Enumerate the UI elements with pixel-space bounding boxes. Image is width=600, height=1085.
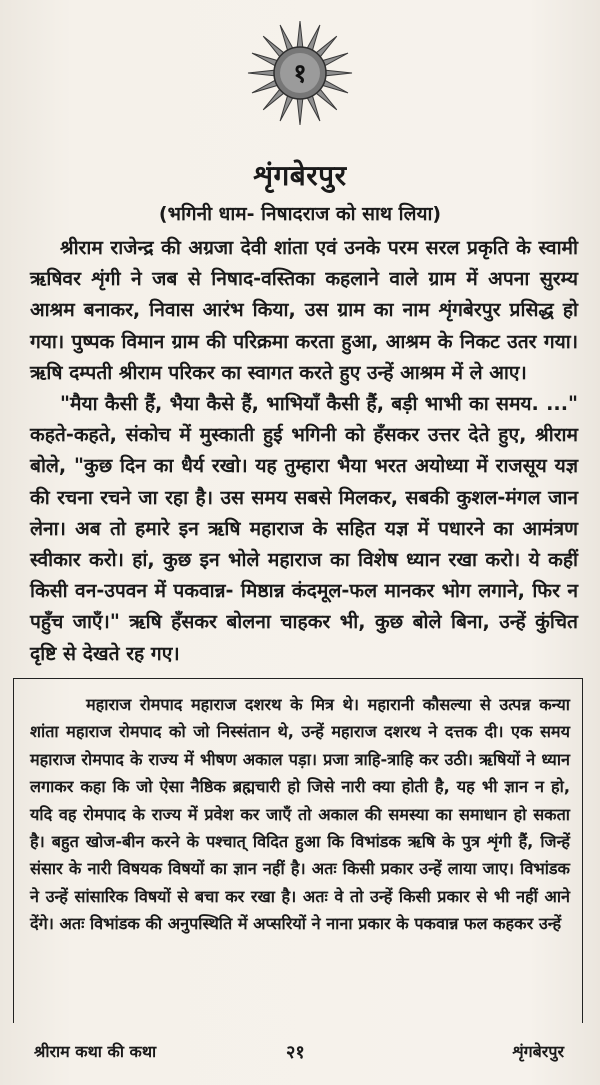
footer-book-title: श्रीराम कथा की कथा	[34, 1042, 157, 1061]
chapter-number: १	[293, 59, 307, 89]
sun-ray	[248, 70, 274, 76]
sun-ray	[263, 36, 284, 57]
paragraph-1: श्रीराम राजेन्द्र की अग्रजा देवी शांता एवं उनके परम सरल प्रकृति के स्वामी ऋषिवर शृंगी ने जब से निषाद-वस्तिका कहलाने वाले ग्राम में अपना सुरम्य आश्रम बनाकर, निवास आरंभ किया, उस ग्राम का नाम शृंगबेरपुर प्रसिद्ध हो गया। पुष्पक विमान ग्राम की परिक्रमा करता हुआ, आश्रम के निकट उतर गया। ऋषि दम्पती श्रीराम परिकर का स्वागत करते हुए उन्हें आश्रम में ले आए।	[30, 236, 578, 384]
sun-ray	[280, 96, 293, 121]
page-number: २१	[286, 1042, 305, 1063]
note-box	[13, 678, 583, 1023]
sun-ray	[297, 99, 303, 125]
sun-ray	[263, 89, 284, 110]
sun-ray	[323, 53, 348, 66]
sun-ray	[297, 21, 303, 47]
footer-chapter-title: शृंगबेरपुर	[512, 1042, 564, 1061]
sun-ray	[307, 96, 320, 121]
paragraph-2: "मैया कैसी हैं, भैया कैसे हैं, भाभियाँ कैसी हैं, बड़ी भाभी का समय. ..." कहते-कहते, संकोच में मुस्काती हुई भगिनी को हँसकर उत्तर देते हुए, श्रीराम बोले, "कुछ दिन का धैर्य रखो। यह तुम्हारा भैया भरत अयोध्या में राजसूय यज्ञ की रचना रचने जा रहा है। उस समय सबसे मिलकर, सबकी कुशल-मंगल जान लेना। अब तो हमारे इन ऋषि महाराज के सहित यज्ञ में पधारने का आमंत्रण स्वीकार करो। हां, कुछ इन भोले महाराज का विशेष ध्यान रखा करो। ये कहीं किसी वन-उपवन में पकवान्न- मिष्ठान्न कंदमूल-फल मानकर भोग लगाने, फिर न पहुँच जाएँ।" ऋषि हँसकर बोलना चाहकर भी, कुछ बोले बिना, उन्हें कुंचित दृष्टि से देखते रह गए।	[30, 392, 578, 665]
sun-emblem-icon	[245, 18, 355, 128]
sun-ray	[252, 53, 277, 66]
chapter-title: शृंगबेरपुर	[253, 159, 347, 192]
sun-ray	[252, 80, 277, 93]
main-text	[30, 232, 578, 669]
note-box-text: महाराज रोमपाद महाराज दशरथ के मित्र थे। महारानी कौसल्या से उत्पन्न कन्या शांता महाराज रोमपाद को जो निस्संतान थे, उन्हें महाराज दशरथ ने दत्तक दी। एक समय महाराज रोमपाद के राज्य में भीषण अकाल पड़ा। प्रजा त्राहि-त्राहि कर उठी। ऋषियों ने ध्यान लगाकर कहा कि जो ऐसा नैष्ठिक ब्रह्मचारी हो जिसे नारी क्या होती है, यह भी ज्ञान न हो, यदि वह रोमपाद के राज्य में प्रवेश कर जाएँ तो अकाल की समस्या का समाधान हो सकता है। बहुत खोज-बीन करने के पश्चात् विदित हुआ कि विभांडक ऋषि के पुत्र शृंगी हैं, जिन्हें संसार के नारी विषयक विषयों का ज्ञान नहीं है। अतः किसी प्रकार उन्हें लाया जाए। विभांडक ने उन्हें सांसारिक विषयों से बचा कर रखा है। अतः वे तो उन्हें किसी प्रकार से भी नहीं आने देंगे। अतः विभांडक की अनुपस्थिति में अप्सरियों ने नाना प्रकार के पकवान्न फल कहकर उन्हें	[30, 695, 570, 934]
page-footer	[0, 1040, 600, 1068]
sun-ray	[316, 89, 337, 110]
sun-ray	[316, 36, 337, 57]
chapter-subtitle: (भगिनी धाम- निषादराज को साथ लिया)	[158, 203, 442, 225]
sun-ray	[323, 80, 348, 93]
sun-ray	[280, 25, 293, 50]
sun-ray	[326, 70, 352, 76]
sun-ray	[307, 25, 320, 50]
